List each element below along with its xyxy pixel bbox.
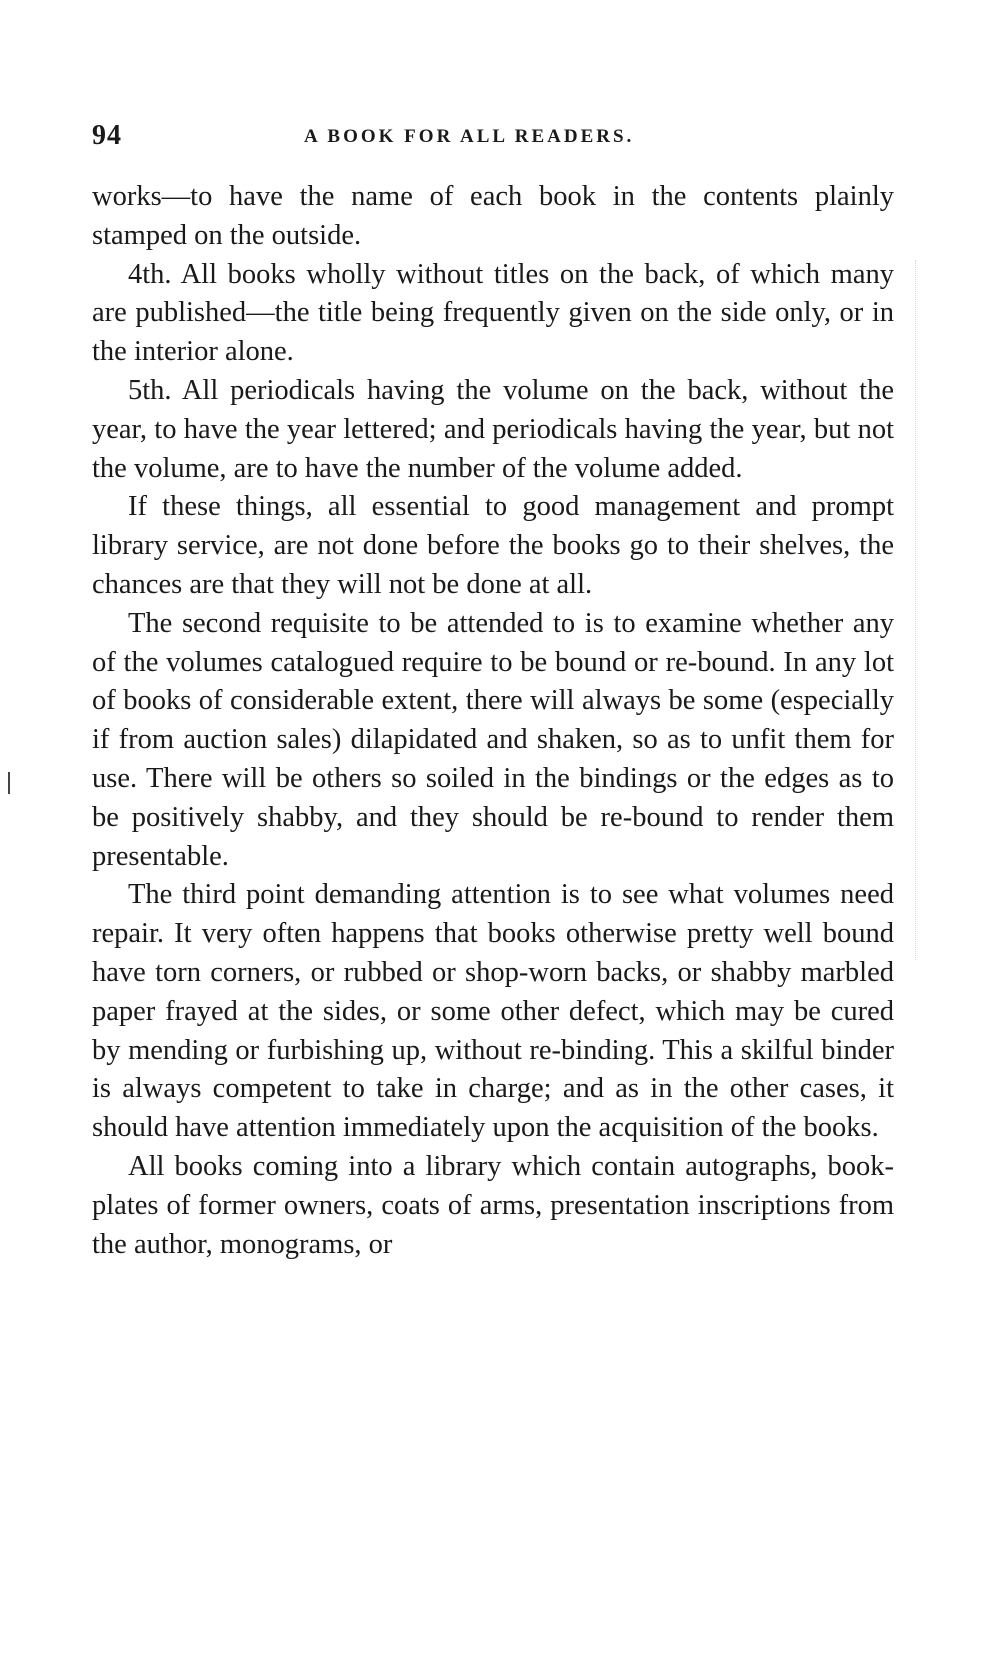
running-head <box>92 120 892 156</box>
paragraph-5th-item: 5th. All periodicals having the volume on the back, without the year, to have the year lettered; and periodicals having the year, but not the volume, are to have the number of the volume added. <box>92 374 894 484</box>
margin-specks-decoration <box>895 260 916 960</box>
paragraph-continuation: works—to have the name of each book in the contents plainly stamped on the outside. <box>92 181 894 251</box>
running-title: A BOOK FOR ALL READERS. <box>304 126 635 147</box>
paragraph-essential-things: If these things, all essential to good management and prompt library service, are not done before the books go to their shelves, the chances are that they will not be done at all. <box>92 491 894 600</box>
page-number: 94 <box>92 120 122 151</box>
paragraph-third-point: The third point demanding attention is to see what volumes need repair. It very often happens that books otherwise pretty well bound have torn corners, or rubbed or shop-worn backs, or shabby marbled paper frayed at the sides, or some other defect, which may be cured by mending or furbishing up, without re-binding. This a skilful binder is always competent to take in charge; and as in the other cases, it should have attention immediately upon the acquisition of the books. <box>92 879 894 1144</box>
left-edge-mark <box>8 772 10 794</box>
paragraph-autographs: All books coming into a library which contain autographs, book-plates of former owners, coats of arms, presentation inscriptions from the author, monograms, or <box>92 1150 894 1260</box>
paragraph-second-requisite: The second requisite to be attended to is to examine whether any of the volumes catalogued require to be bound or re-bound. In any lot of books of considerable extent, there will always be some (especially if from auction sales) dilapidated and shaken, so as to unfit them for use. There will be others so soiled in the bindings or the edges as to be positively shabby, and they should be re-bound to render them presentable. <box>92 607 894 872</box>
body-text <box>92 178 894 1264</box>
paragraph-4th-item: 4th. All books wholly without titles on the back, of which many are published—the title being frequently given on the side only, or in the interior alone. <box>92 258 894 368</box>
